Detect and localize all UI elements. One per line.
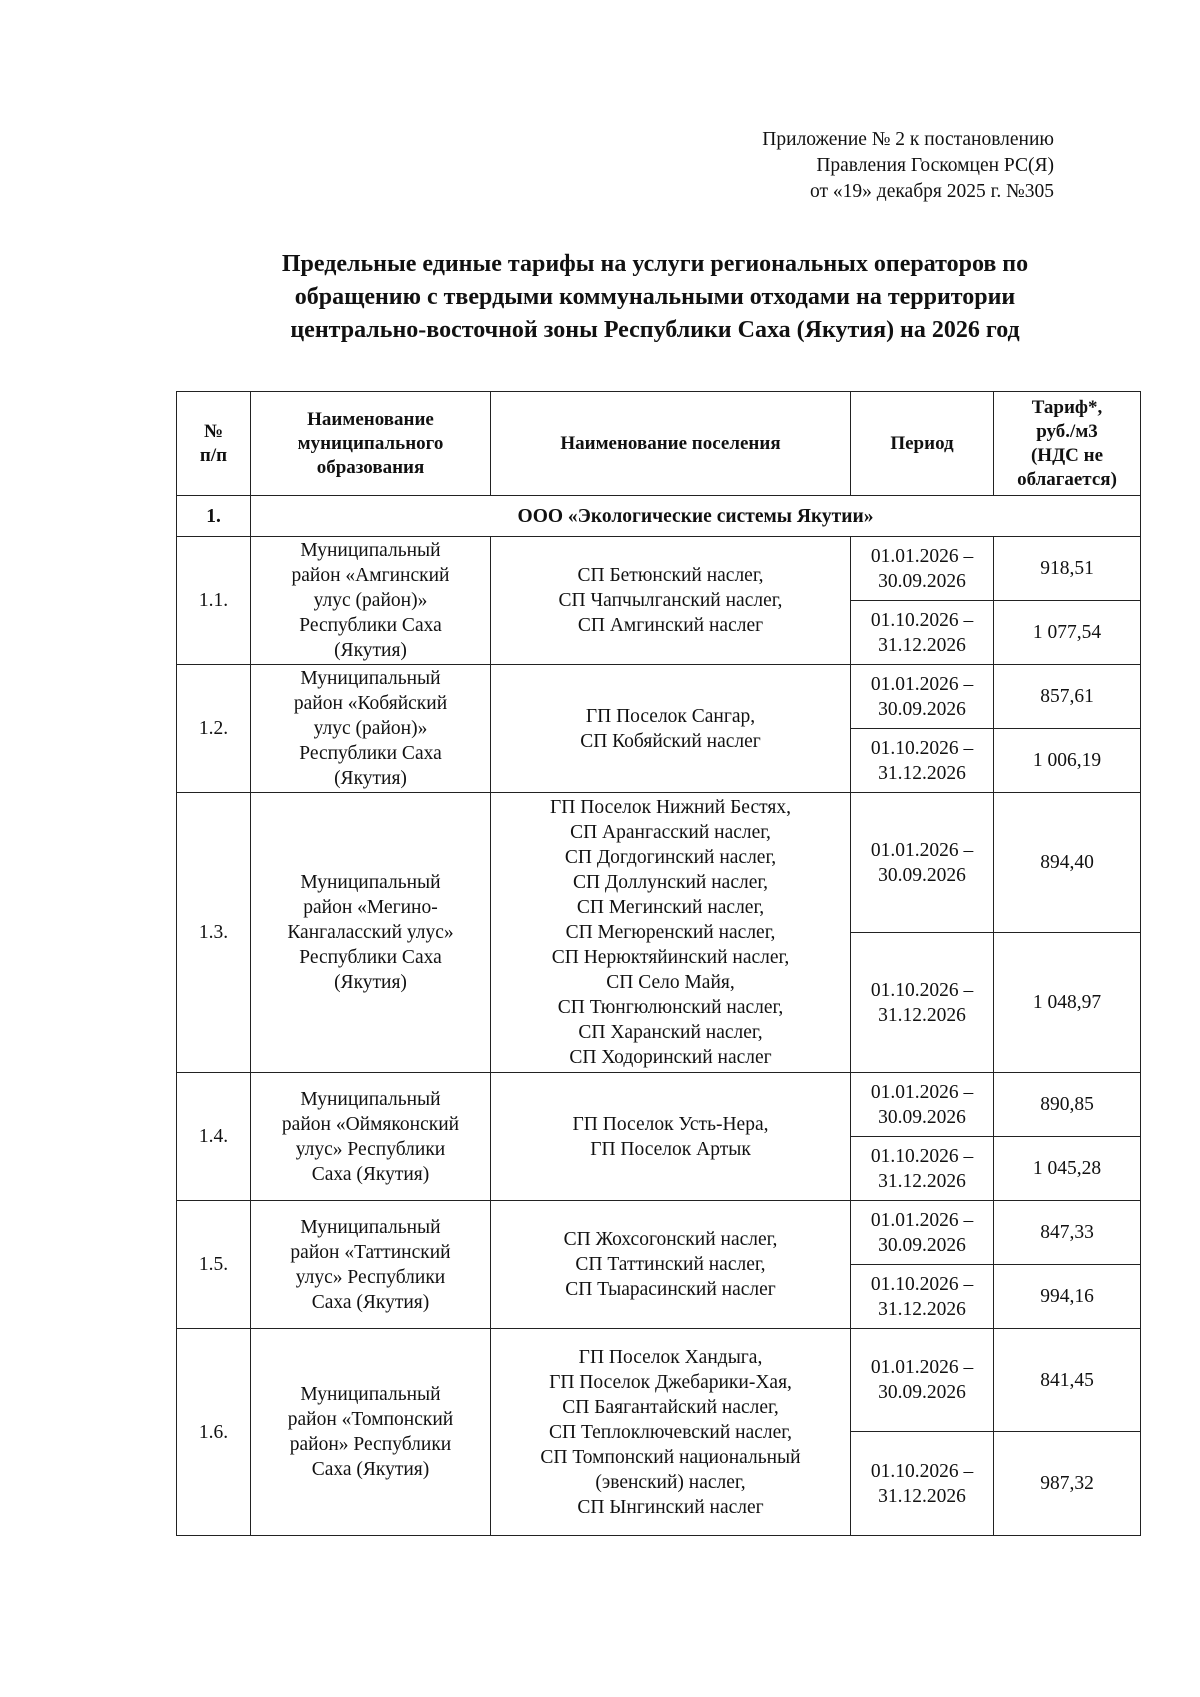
header-municipality: Наименование муниципального образования	[251, 392, 491, 496]
settlements-cell	[491, 1329, 851, 1536]
document-title	[170, 248, 1140, 347]
period-line: 31.12.2026	[878, 1004, 966, 1026]
settlement-line: ГП Поселок Сангар,	[585, 705, 756, 727]
settlement-line: (эвенский) наслег,	[595, 1471, 746, 1493]
period-line: 01.10.2026 –	[870, 609, 974, 631]
tariff-value: 841,45	[994, 1329, 1141, 1432]
municipality-line: Кангаласский улус»	[287, 922, 454, 943]
period-cell	[851, 1073, 994, 1137]
period-cell	[851, 1432, 994, 1536]
period-line: 30.09.2026	[878, 1106, 966, 1128]
period-line: 30.09.2026	[878, 864, 966, 886]
org-row	[177, 496, 1141, 537]
municipality-cell	[251, 793, 491, 1073]
table-row	[177, 537, 1141, 601]
settlements-cell	[491, 793, 851, 1073]
settlement-line: СП Доллунский наслег,	[572, 872, 769, 893]
municipality-cell	[251, 537, 491, 665]
document-title-line: центрально-восточной зоны Республики Саха (Якутия) на 2026 год	[290, 317, 1020, 343]
municipality-line: Саха (Якутия)	[311, 1291, 430, 1313]
row-number: 1.4.	[177, 1073, 251, 1201]
period-line: 01.01.2026 –	[870, 545, 974, 567]
appendix-note	[762, 127, 1054, 205]
municipality-line: Муниципальный	[300, 872, 441, 893]
document-title-line: Предельные единые тарифы на услуги региональных операторов по	[281, 251, 1029, 277]
tariff-value: 994,16	[994, 1265, 1141, 1329]
period-line: 01.10.2026 –	[870, 737, 974, 759]
settlement-line: ГП Поселок Нижний Бестях,	[550, 797, 791, 818]
settlement-line: СП Баягантайский наслег,	[562, 1396, 779, 1418]
municipality-line: район «Мегино-	[303, 897, 438, 918]
municipality-line: улус» Республики	[295, 1266, 446, 1288]
municipality-line: улус» Республики	[295, 1138, 446, 1160]
municipality-line: (Якутия)	[334, 640, 407, 661]
settlement-line: СП Арангасский наслег,	[570, 822, 771, 843]
table-row	[177, 1201, 1141, 1265]
settlement-line: СП Тыарасинский наслег	[565, 1279, 776, 1300]
period-line: 31.12.2026	[878, 1485, 966, 1507]
period-line: 31.12.2026	[878, 1298, 966, 1320]
settlement-line: СП Село Майя,	[606, 972, 735, 993]
municipality-line: Республики Саха	[299, 947, 442, 968]
tariff-value: 1 048,97	[994, 933, 1141, 1073]
municipality-line: район «Оймяконский	[281, 1113, 460, 1135]
org-name: ООО «Экологические системы Якутии»	[251, 496, 1141, 537]
table-row	[177, 1329, 1141, 1432]
settlement-line: СП Бетюнский наслег,	[577, 565, 764, 586]
header-settlement: Наименование поселения	[491, 392, 851, 496]
period-line: 01.10.2026 –	[870, 1273, 974, 1295]
row-number: 1.5.	[177, 1201, 251, 1329]
settlement-line: СП Догдогинский наслег,	[564, 847, 777, 868]
municipality-line: Муниципальный	[300, 1216, 441, 1238]
period-line: 31.12.2026	[878, 634, 966, 656]
settlement-line: СП Мегинский наслег,	[576, 897, 765, 918]
appendix-note-line: от «19» декабря 2025 г. №305	[810, 181, 1054, 202]
municipality-line: район» Республики	[289, 1434, 452, 1455]
period-line: 01.10.2026 –	[870, 1145, 974, 1167]
municipality-line: улус (район)»	[313, 718, 428, 739]
row-number: 1.6.	[177, 1329, 251, 1536]
period-line: 01.01.2026 –	[870, 673, 974, 695]
settlement-line: СП Харанский наслег,	[578, 1022, 763, 1043]
municipality-cell	[251, 1329, 491, 1536]
period-cell	[851, 665, 994, 729]
municipality-line: Саха (Якутия)	[311, 1459, 430, 1480]
tariff-value: 987,32	[994, 1432, 1141, 1536]
tariff-value: 847,33	[994, 1201, 1141, 1265]
period-cell	[851, 537, 994, 601]
municipality-cell	[251, 1201, 491, 1329]
period-cell	[851, 933, 994, 1073]
municipality-line: Республики Саха	[299, 743, 442, 764]
appendix-note-line: Правления Госкомцен РС(Я)	[816, 155, 1054, 176]
period-line: 30.09.2026	[878, 1234, 966, 1256]
settlements-cell	[491, 1201, 851, 1329]
settlement-line: СП Мегюренский наслег,	[565, 922, 776, 943]
municipality-cell	[251, 665, 491, 793]
municipality-line: Муниципальный	[300, 1088, 441, 1110]
period-line: 01.01.2026 –	[870, 1209, 974, 1231]
tariff-value: 894,40	[994, 793, 1141, 933]
municipality-line: район «Кобяйский	[293, 693, 448, 714]
appendix-note-line: Приложение № 2 к постановлению	[762, 129, 1054, 150]
period-cell	[851, 1265, 994, 1329]
settlement-line: СП Тюнгюлюнский наслег,	[557, 997, 784, 1018]
municipality-line: Муниципальный	[300, 668, 441, 689]
row-number: 1.1.	[177, 537, 251, 665]
municipality-line: район «Томпонский	[287, 1409, 454, 1430]
tariff-value: 918,51	[994, 537, 1141, 601]
tariff-value: 890,85	[994, 1073, 1141, 1137]
settlement-line: ГП Поселок Усть-Нера,	[572, 1113, 769, 1135]
municipality-line: (Якутия)	[334, 972, 407, 993]
period-line: 30.09.2026	[878, 570, 966, 592]
settlements-cell	[491, 537, 851, 665]
period-line: 01.01.2026 –	[870, 1357, 974, 1378]
header-tariff: Тариф*, руб./м3 (НДС не облагается)	[994, 392, 1141, 496]
municipality-line: Саха (Якутия)	[311, 1163, 430, 1185]
municipality-line: улус (район)»	[313, 590, 428, 611]
period-line: 30.09.2026	[878, 698, 966, 720]
period-cell	[851, 601, 994, 665]
settlement-line: СП Чапчылганский наслег,	[558, 590, 783, 611]
header-period: Период	[851, 392, 994, 496]
table-header-row	[177, 392, 1141, 496]
period-line: 01.10.2026 –	[870, 979, 974, 1001]
municipality-line: район «Амгинский	[291, 565, 450, 586]
row-number: 1.2.	[177, 665, 251, 793]
municipality-line: (Якутия)	[334, 768, 407, 789]
period-line: 31.12.2026	[878, 762, 966, 784]
tariff-table	[176, 391, 1141, 1536]
municipality-line: район «Таттинский	[290, 1241, 451, 1263]
period-cell	[851, 793, 994, 933]
settlement-line: СП Ынгинский наслег	[577, 1496, 764, 1518]
settlement-line: СП Ходоринский наслег	[569, 1047, 772, 1068]
period-cell	[851, 1201, 994, 1265]
municipality-line: Республики Саха	[299, 615, 442, 636]
period-cell	[851, 1329, 994, 1432]
settlement-line: ГП Поселок Джебарики-Хая,	[549, 1371, 792, 1393]
period-line: 30.09.2026	[878, 1382, 966, 1403]
table-row	[177, 665, 1141, 729]
municipality-line: Муниципальный	[300, 1384, 441, 1405]
period-cell	[851, 1137, 994, 1201]
period-line: 01.01.2026 –	[870, 1081, 974, 1103]
period-line: 01.01.2026 –	[870, 839, 974, 861]
header-num: № п/п	[177, 392, 251, 496]
table-row	[177, 793, 1141, 933]
municipality-line: Муниципальный	[300, 540, 441, 561]
tariff-value: 1 077,54	[994, 601, 1141, 665]
org-num: 1.	[177, 496, 251, 537]
period-line: 01.10.2026 –	[870, 1460, 974, 1482]
table-row	[177, 1073, 1141, 1137]
tariff-value: 857,61	[994, 665, 1141, 729]
settlement-line: СП Жохсогонский наслег,	[563, 1229, 778, 1250]
settlement-line: ГП Поселок Хандыга,	[578, 1346, 763, 1368]
period-line: 31.12.2026	[878, 1170, 966, 1192]
settlement-line: СП Нерюктяйинский наслег,	[551, 947, 790, 968]
settlement-line: СП Кобяйский наслег	[580, 730, 761, 752]
document-title-line: обращению с твердыми коммунальными отходами на территории	[294, 284, 1016, 310]
settlement-line: СП Таттинский наслег,	[575, 1254, 766, 1275]
settlement-line: СП Томпонский национальный	[540, 1446, 801, 1468]
settlement-line: СП Амгинский наслег	[577, 615, 764, 636]
settlement-line: СП Теплоключевский наслег,	[549, 1421, 792, 1443]
tariff-value: 1 006,19	[994, 729, 1141, 793]
settlements-cell	[491, 665, 851, 793]
settlements-cell	[491, 1073, 851, 1201]
period-cell	[851, 729, 994, 793]
tariff-value: 1 045,28	[994, 1137, 1141, 1201]
municipality-cell	[251, 1073, 491, 1201]
row-number: 1.3.	[177, 793, 251, 1073]
settlement-line: ГП Поселок Артык	[590, 1138, 751, 1160]
